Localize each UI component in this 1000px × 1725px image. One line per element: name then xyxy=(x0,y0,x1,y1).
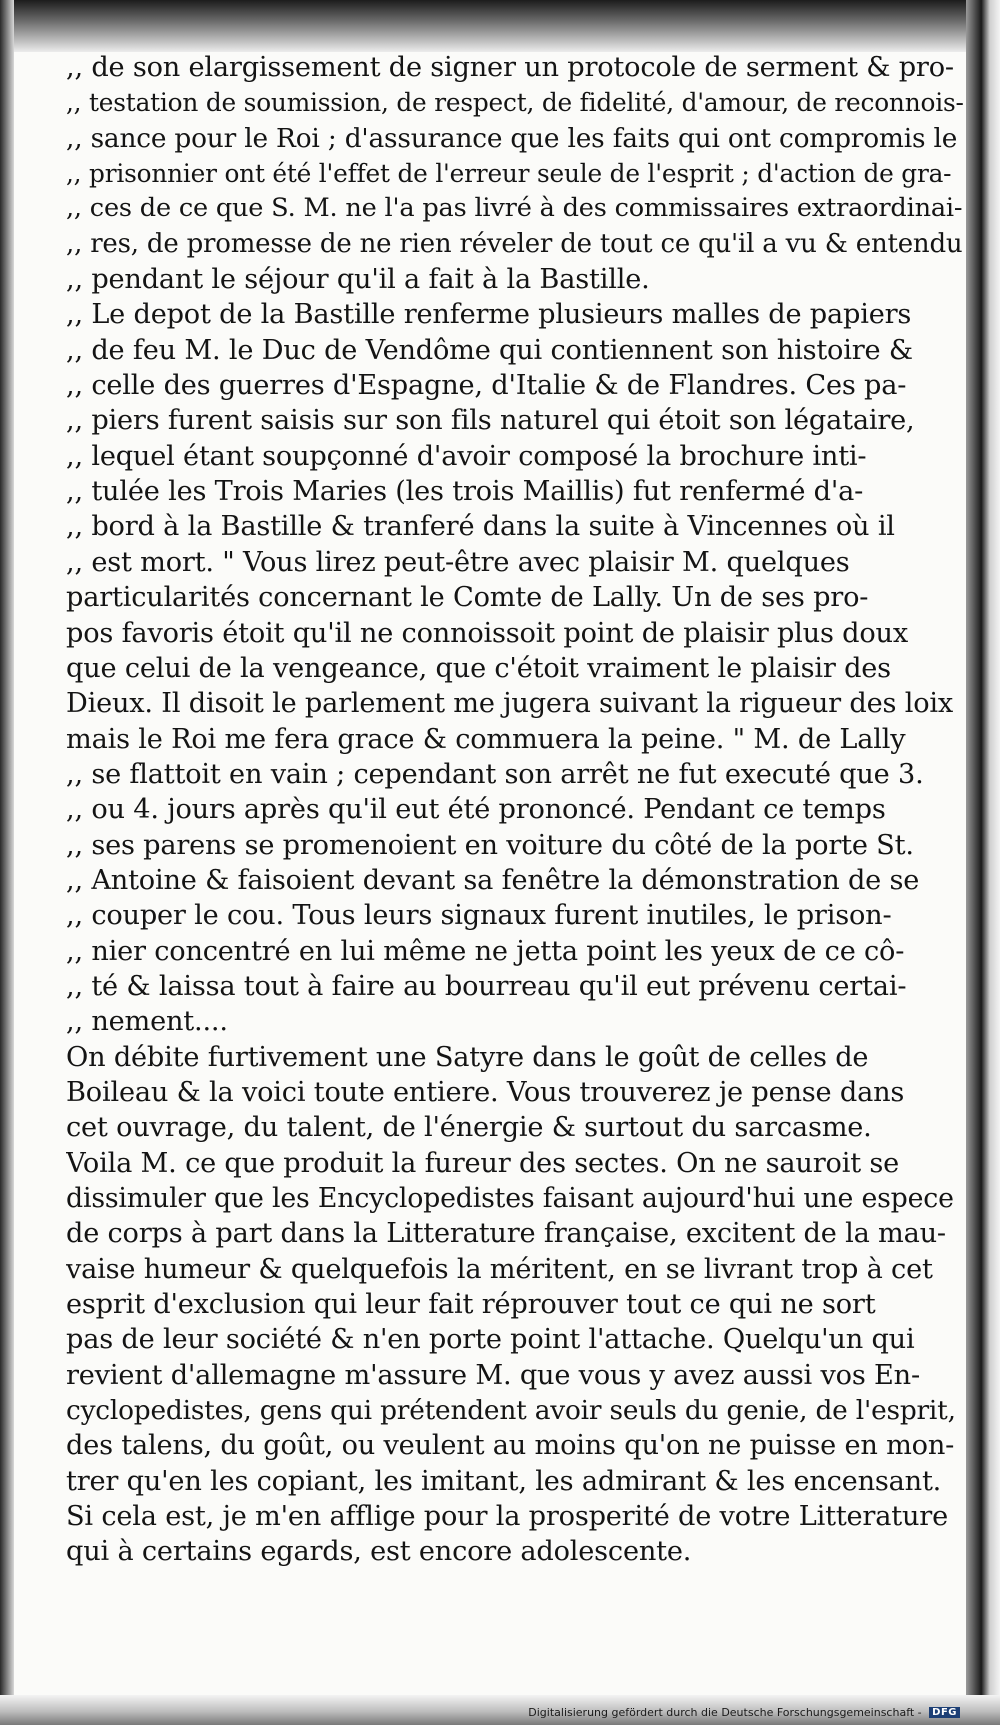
text-line: pas de leur société & n'en porte point l'attache. Quelqu'un qui xyxy=(66,1324,915,1356)
text-line: cet ouvrage, du talent, de l'énergie & surtout du sarcasme. xyxy=(66,1112,872,1144)
credit-text: Digitalisierung gefördert durch die Deutsche Forschungsgemeinschaft - xyxy=(528,1706,922,1719)
text-line: ,, couper le cou. Tous leurs signaux furent inutiles, le prison- xyxy=(66,900,892,932)
text-line: de corps à part dans la Litterature française, excitent de la mau- xyxy=(66,1218,946,1250)
text-line: trer qu'en les copiant, les imitant, les admirant & les encensant. xyxy=(66,1465,942,1497)
text-line: ,, sance pour le Roi ; d'assurance que les faits qui ont compromis le xyxy=(66,122,958,154)
text-line: qui à certains egards, est encore adolescente. xyxy=(66,1536,692,1568)
text-line: ,, nier concentré en lui même ne jetta point les yeux de ce cô- xyxy=(66,935,905,967)
text-line: Dieux. Il disoit le parlement me jugera suivant la rigueur des loix xyxy=(66,688,954,720)
text-line: ,, se flattoit en vain ; cependant son arrêt ne fut executé que 3. xyxy=(66,758,924,790)
text-line: cyclopedistes, gens qui prétendent avoir seuls du genie, de l'esprit, xyxy=(66,1395,956,1427)
text-line: ,, tulée les Trois Maries (les trois Maillis) fut renfermé d'a- xyxy=(66,476,864,508)
text-line: ,, ou 4. jours après qu'il eut été prononcé. Pendant ce temps xyxy=(66,794,886,826)
text-line: On débite furtivement une Satyre dans le goût de celles de xyxy=(66,1041,869,1073)
text-line: ,, Antoine & faisoient devant sa fenêtre la démonstration de se xyxy=(66,864,920,896)
text-line: ,, Le depot de la Bastille renferme plusieurs malles de papiers xyxy=(66,299,912,331)
text-line: pos favoris étoit qu'il ne connoissoit point de plaisir plus doux xyxy=(66,617,908,649)
page-left-edge xyxy=(0,0,14,1725)
text-line: ,, res, de promesse de ne rien réveler de tout ce qu'il a vu & entendu xyxy=(66,228,963,259)
text-line: ,, té & laissa tout à faire au bourreau qu'il eut prévenu certai- xyxy=(66,970,907,1002)
text-line: mais le Roi me fera grace & commuera la peine. " M. de Lally xyxy=(66,723,906,755)
text-line: ,, ses parens se promenoient en voiture du côté de la porte St. xyxy=(66,829,914,861)
text-line: Si cela est, je m'en afflige pour la prosperité de votre Litterature xyxy=(66,1501,948,1533)
text-line: Boileau & la voici toute entiere. Vous trouverez je pense dans xyxy=(66,1076,905,1108)
text-line: ,, de feu M. le Duc de Vendôme qui contiennent son histoire & xyxy=(66,334,913,366)
text-line: dissimuler que les Encyclopedistes faisant aujourd'hui une espece xyxy=(66,1183,954,1214)
text-line: vaise humeur & quelquefois la méritent, en se livrant trop à cet xyxy=(66,1253,933,1285)
text-line: ,, piers furent saisis sur son fils naturel qui étoit son légataire, xyxy=(66,405,915,437)
text-line: ,, est mort. " Vous lirez peut-être avec plaisir M. quelques xyxy=(66,546,850,578)
body-text xyxy=(66,50,964,1570)
text-line: ,, ces de ce que S. M. ne l'a pas livré à des commissaires extraordinai- xyxy=(66,193,963,224)
text-line: revient d'allemagne m'assure M. que vous y avez aussi vos En- xyxy=(66,1359,920,1391)
text-line: ,, celle des guerres d'Espagne, d'Italie & de Flandres. Ces pa- xyxy=(66,370,907,402)
text-line: que celui de la vengeance, que c'étoit vraiment le plaisir des xyxy=(66,652,891,684)
text-line: ,, prisonnier ont été l'effet de l'erreur seule de l'esprit ; d'action de gra- xyxy=(66,159,952,189)
text-line: ,, pendant le séjour qu'il a fait à la Bastille. xyxy=(66,264,650,296)
text-line: des talens, du goût, ou veulent au moins qu'on ne puisse en mon- xyxy=(66,1430,955,1462)
dfg-logo: DFG xyxy=(929,1707,960,1718)
text-line: esprit d'exclusion qui leur fait réprouver tout ce qui ne sort xyxy=(66,1289,876,1321)
text-line: ,, nement.... xyxy=(66,1006,228,1038)
page-gutter xyxy=(966,0,1000,1725)
text-line: ,, bord à la Bastille & tranferé dans la suite à Vincennes où il xyxy=(66,511,895,543)
text-line: particularités concernant le Comte de Lally. Un de ses pro- xyxy=(66,582,869,614)
text-line: ,, testation de soumission, de respect, de fidelité, d'amour, de reconnois- xyxy=(66,88,964,118)
text-line: ,, de son elargissement de signer un protocole de serment & pro- xyxy=(66,52,954,83)
page-top-shadow xyxy=(0,0,1000,52)
digitization-credit xyxy=(528,1706,960,1719)
text-line: Voila M. ce que produit la fureur des sectes. On ne sauroit se xyxy=(66,1147,900,1179)
text-line: ,, lequel étant soupçonné d'avoir composé la brochure inti- xyxy=(66,440,867,472)
